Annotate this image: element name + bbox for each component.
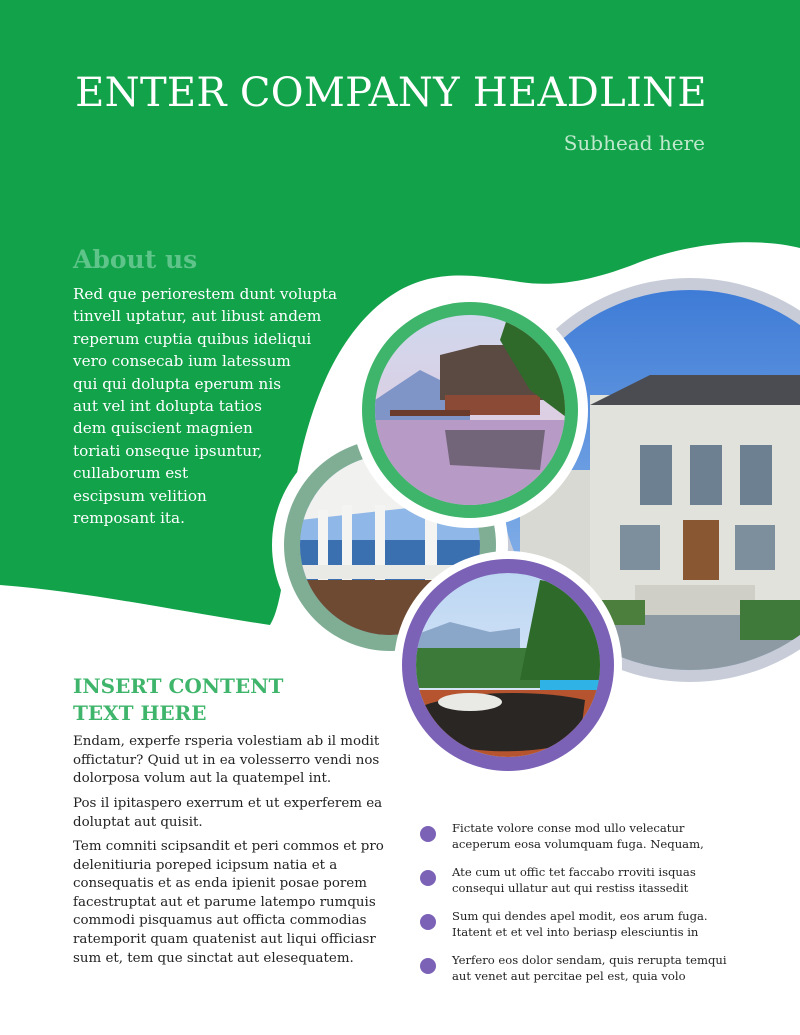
body-paragraph-3: Tem comniti scipsandit et peri commos et pro delenitiuria poreped icipsum natia et a consequatis et as enda ipienit posae porem facestruptat aut et parume latempo rumquis commodi pisquamus aut officta commodias ratemporit quam quatenist aut liqui officiasr sum et, tem que sinctat aut elesequatem. bbox=[73, 839, 384, 966]
bullet-dot-icon bbox=[420, 958, 436, 974]
insert-content-title: INSERT CONTENT TEXT HERE bbox=[73, 674, 284, 725]
bullet-dot-icon bbox=[420, 826, 436, 842]
body-paragraph-2: Pos il ipitaspero exerrum et ut experferem ea doluptat aut quisit. bbox=[73, 796, 383, 830]
lake-house-photo bbox=[352, 292, 588, 528]
list-item bbox=[420, 952, 750, 996]
list-item bbox=[420, 864, 750, 908]
list-item bbox=[420, 820, 750, 864]
company-headline: ENTER COMPANY HEADLINE bbox=[75, 70, 707, 116]
body-paragraph-1: Endam, experfe rsperia volestiam ab il modit offictatur? Quid ut in ea volesserro vendi nos dolorposa volum aut la quatempel int. bbox=[73, 734, 380, 787]
bullet-text: Ate cum ut offic tet faccabo rroviti isquas consequi ullatur aut qui restiss itassedit bbox=[452, 865, 696, 895]
subhead: Subhead here bbox=[563, 131, 705, 155]
bullet-text: Fictate volore conse mod ullo velecatur aceperum eosa volumquam fuga. Nequam, bbox=[452, 821, 704, 851]
bullet-text: Sum qui dendes apel modit, eos arum fuga. Itatent et et vel into beriasp elesciuntis in bbox=[452, 909, 708, 939]
list-item bbox=[420, 908, 750, 952]
bullet-text: Yerfero eos dolor sendam, quis rerupta temqui aut venet aut percitae pel est, quia volo bbox=[452, 953, 727, 983]
bullet-dot-icon bbox=[420, 870, 436, 886]
pool-lounger-photo bbox=[394, 551, 622, 779]
about-us-body: Red que periorestem dunt volupta tinvell uptatur, aut libust andem reperum cuptia quibus ideliqui vero consecab ium latessum qui qui dolupta eperum nis aut vel int dolupta tatios dem quiscient magnien toriati onseque ipsuntur, cullaborum est escipsum velition remposant ita. bbox=[73, 285, 338, 528]
bullet-list bbox=[420, 820, 750, 996]
about-us-title: About us bbox=[73, 245, 198, 274]
bullet-dot-icon bbox=[420, 914, 436, 930]
